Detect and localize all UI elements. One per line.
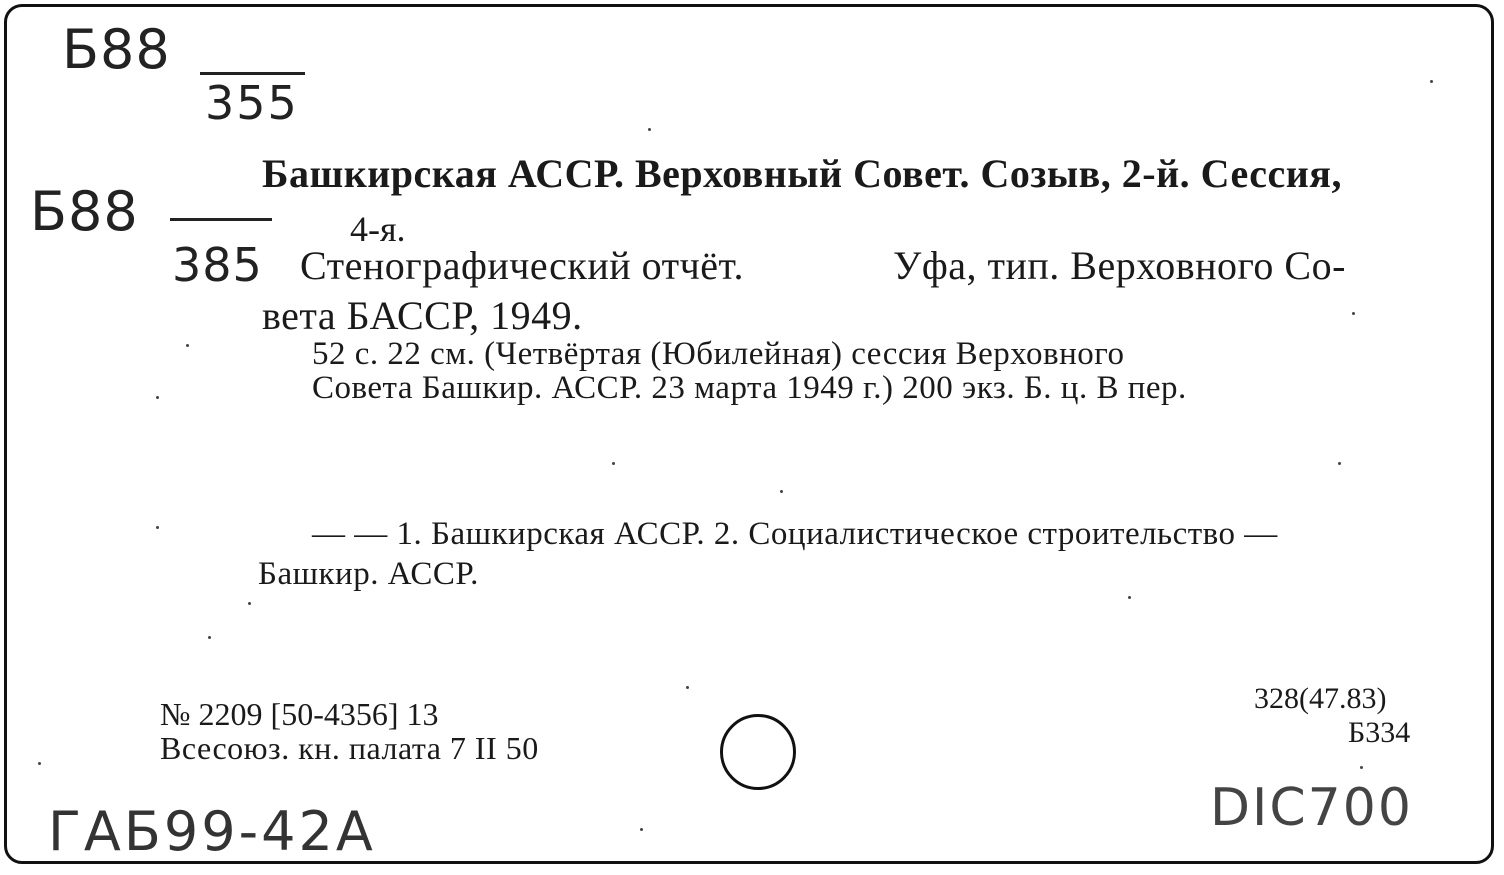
scan-speck [612,462,615,465]
scan-speck [1352,312,1355,315]
scan-speck [640,828,643,831]
handwritten-note-right: DIC700 [1210,778,1413,838]
scan-speck [38,762,41,765]
handwritten-note-left: ГАБ99-42А [48,800,376,863]
shelfmark-1-top: Б88 [62,18,171,81]
scan-speck [1360,766,1363,769]
classification-udc: 328(47.83) [1254,682,1387,715]
entry-heading: Башкирская АССР. Верховный Совет. Созыв, 2-й. Сессия, [262,151,1342,196]
scan-speck [1128,596,1131,599]
entry-imprint: Уфа, тип. Верховного Со- [893,243,1346,288]
registration-number: № 2209 [50-4356] 13 [160,696,439,732]
shelfmark-1-bottom: 355 [205,76,299,130]
subject-tracing-1: — — 1. Башкирская АССР. 2. Социалистическое строительство — [312,516,1278,552]
entry-collation-1: 52 с. 22 см. (Четвёртая (Юбилейная) сессия Верховного [312,336,1125,372]
scan-speck [686,686,689,689]
scan-speck [780,490,783,493]
shelfmark-2-bottom: 385 [172,238,263,292]
entry-heading-cont: 4-я. [350,209,406,249]
scan-speck [1430,80,1433,83]
shelfmark-2-top: Б88 [30,180,139,243]
scan-speck [648,128,651,131]
scan-speck [208,636,211,639]
scan-speck [186,344,189,347]
entry-title: Стенографический отчёт. [300,243,744,288]
entry-collation-2: Совета Башкир. АССР. 23 марта 1949 г.) 200 экз. Б. ц. В пер. [312,370,1187,406]
shelfmark-1-divider [200,72,305,75]
punch-hole [720,714,796,790]
scan-speck [156,526,159,529]
registration-chamber: Всесоюз. кн. палата 7 II 50 [160,730,539,766]
scan-speck [248,602,251,605]
shelfmark-2-divider [170,218,272,221]
classification-author-mark: Б334 [1348,716,1411,749]
scan-speck [1338,462,1341,465]
scan-speck [156,396,159,399]
entry-imprint-cont: вета БАССР, 1949. [262,293,583,338]
subject-tracing-2: Башкир. АССР. [258,556,479,592]
